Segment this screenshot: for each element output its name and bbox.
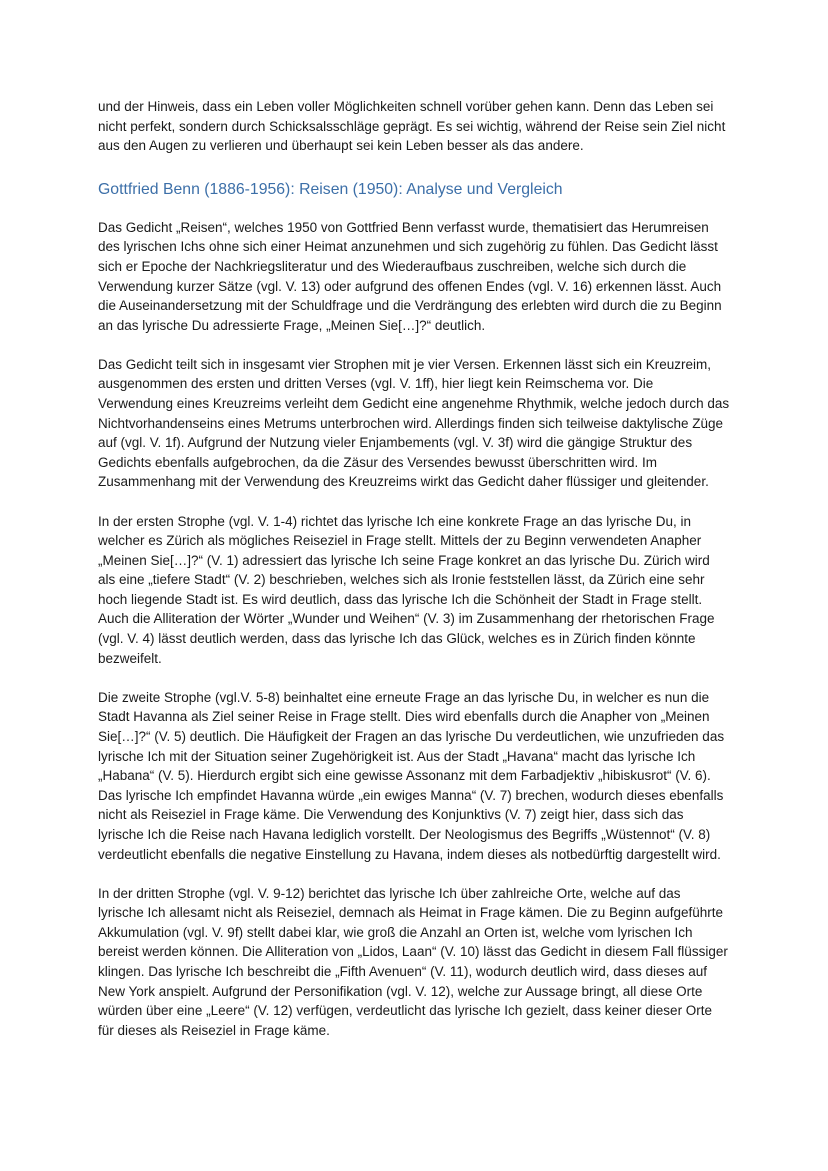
paragraph-stanza-two: Die zweite Strophe (vgl.V. 5-8) beinhaltet eine erneute Frage an das lyrische Du, in welcher es nun die Stadt Havanna als Ziel seiner Reise in Frage stellt. Dies wird ebenfalls durch die Anapher von „Meinen Sie[…]?“ (V. 5) deutlich. Die Häufigkeit der Fragen an das lyrische Du verdeutlichen, wie unzufrieden das lyrische Ich mit der Situation seiner Zugehörigkeit ist. Aus der Stadt „Havana“ macht das lyrische Ich „Habana“ (V. 5). Hierdurch ergibt sich eine gewisse Assonanz mit dem Farbadjektiv „hibiskusrot“ (V. 6). Das lyrische Ich empfindet Havanna würde „ein ewiges Manna“ (V. 7) brechen, wodurch dieses ebenfalls nicht als Reiseziel in Frage käme. Die Verwendung des Konjunktivs (V. 7) zeigt hier, dass sich das lyrische Ich die Reise nach Havana lediglich vorstellt. Der Neologismus des Begriffs „Wüstennot“ (V. 8) verdeutlicht ebenfalls die negative Einstellung zu Havana, indem dieses als notbedürftig dargestellt wird.	[98, 689, 725, 862]
paragraph-stanza-three: In der dritten Strophe (vgl. V. 9-12) berichtet das lyrische Ich über zahlreiche Orte, welche auf das lyrische Ich allesamt nicht als Reiseziel, demnach als Heimat in Frage kämen. Die zu Beginn aufgeführte Akkumulation (vgl. V. 9f) stellt dabei klar, wie groß die Anzahl an Orten ist, welche vom lyrischen Ich bereist werden können. Die Alliteration von „Lidos, Laan“ (V. 10) lässt das Gedicht in diesem Fall flüssiger klingen. Das lyrische Ich beschreibt die „Fifth Avenuen“ (V. 11), wodurch deutlich wird, dass dieses auf New York anspielt. Aufgrund der Personifikation (vgl. V. 12), welche zur Aussage bringt, all diese Orte würden über eine „Leere“ (V. 12) verfügen, verdeutlicht das lyrische Ich gezielt, dass keiner dieser Orte für dieses als Reiseziel in Frage käme.	[98, 885, 728, 1038]
paragraph-introduction: Das Gedicht „Reisen“, welches 1950 von Gottfried Benn verfasst wurde, thematisiert das Herumreisen des lyrischen Ichs ohne sich einer Heimat anzunehmen und sich zugehörig zu fühlen. Das Gedicht lässt sich er Epoche der Nachkriegsliteratur und des Wiederaufbaus zuschreiben, welche sich durch die Verwendung kurzer Sätze (vgl. V. 13) oder aufgrund des offenen Endes (vgl. V. 16) erkennen lässt. Auch die Auseinandersetzung mit der Schuldfrage und die Verdrängung des erlebten wird durch die zu Beginn an das lyrische Du adressierte Frage, „Meinen Sie[…]?“ deutlich.	[98, 219, 722, 333]
intro-paragraph: und der Hinweis, dass ein Leben voller Möglichkeiten schnell vorüber gehen kann. Denn das Leben sei nicht perfekt, sondern durch Schicksalsschläge geprägt. Es sei wichtig, während der Reise sein Ziel nicht aus den Augen zu verlieren und überhaupt sei kein Leben besser als das andere.	[98, 99, 726, 154]
paragraph-stanza-one: In der ersten Strophe (vgl. V. 1-4) richtet das lyrische Ich eine konkrete Frage an das lyrische Du, in welcher es Zürich als mögliches Reiseziel in Frage stellt. Mittels der zu Beginn verwendeten Anapher „Meinen Sie[…]?“ (V. 1) adressiert das lyrische Ich seine Frage konkret an das lyrische Du. Zürich wird als eine „tiefere Stadt“ (V. 2) beschrieben, welches sich als Ironie feststellen lässt, da Zürich eine sehr hoch liegende Stadt ist. Es wird deutlich, dass das lyrische Ich die Schönheit der Stadt in Frage stellt. Auch die Alliteration der Wörter „Wunder und Weihen“ (V. 3) im Zusammenhang der rhetorischen Frage (vgl. V. 4) lässt deutlich werden, dass das lyrische Ich das Glück, welches es in Zürich finden könnte bezweifelt.	[98, 513, 715, 666]
section-heading: Gottfried Benn (1886-1956): Reisen (1950): Analyse und Vergleich	[98, 180, 563, 198]
paragraph-form-analysis: Das Gedicht teilt sich in insgesamt vier Strophen mit je vier Versen. Erkennen lässt sich ein Kreuzreim, ausgenommen des ersten und dritten Verses (vgl. V. 1ff), hier liegt kein Reimschema vor. Die Verwendung eines Kreuzreims verleiht dem Gedicht eine angenehme Rhythmik, welche jedoch durch das Nichtvorhandenseins eines Metrums unterbrochen wird. Allerdings finden sich teilweise daktylische Züge auf (vgl. V. 1f). Aufgrund der Nutzung vieler Enjambements (vgl. V. 3f) wird die gängige Struktur des Gedichts ebenfalls aufgebrochen, da die Zäsur des Versendes bewusst überschritten wird. Im Zusammenhang mit der Verwendung des Kreuzreims wirkt das Gedicht daher flüssiger und gleitender.	[98, 356, 730, 490]
